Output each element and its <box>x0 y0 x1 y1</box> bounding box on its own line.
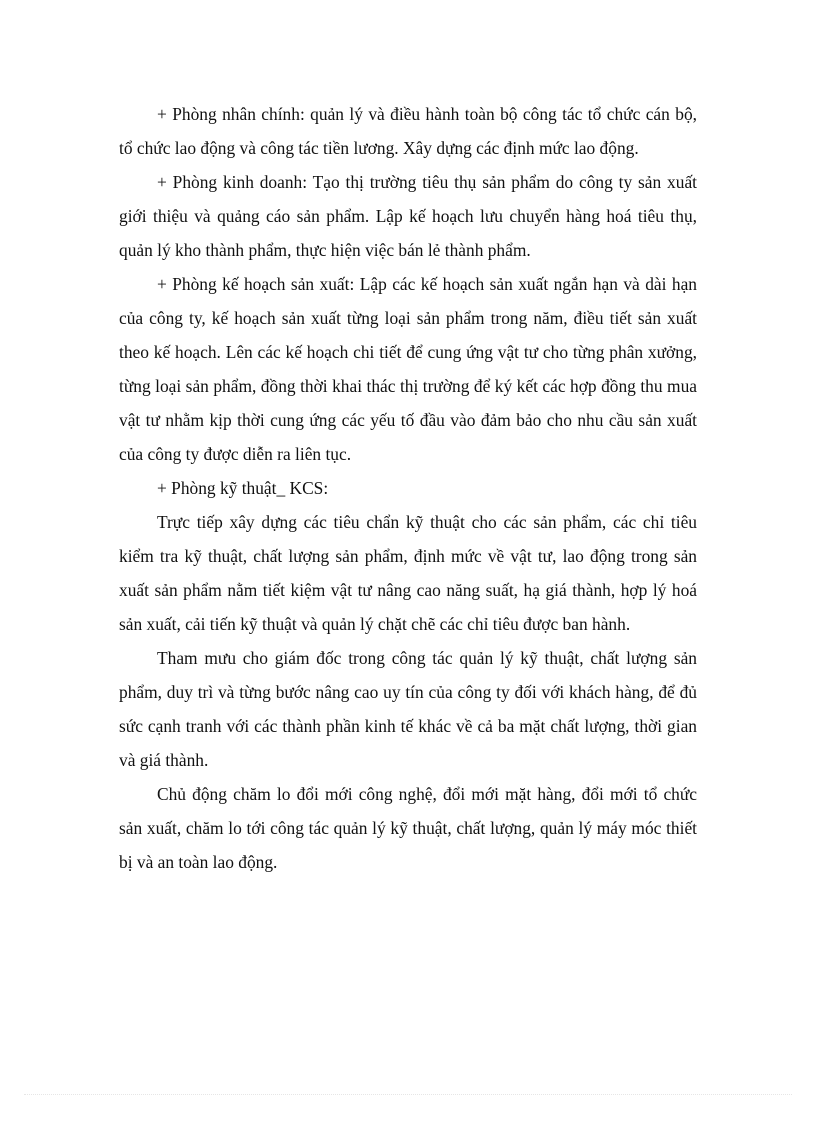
paragraph-phong-ky-thuat-heading: + Phòng kỹ thuật_ KCS: <box>157 478 329 498</box>
paragraph-ky-thuat-nhiem-vu-1: Trực tiếp xây dựng các tiêu chẩn kỹ thuật cho các sản phẩm, các chỉ tiêu kiểm tra kỹ thuật, chất lượng sản phẩm, định mức về vật tư, lao động trong sản xuất sản phẩm nằm tiết kiệm vật tư nâng cao năng suất, hạ giá thành, hợp lý hoá sản xuất, cải tiến kỹ thuật và quản lý chặt chẽ các chỉ tiêu được ban hành. <box>119 512 697 634</box>
paragraph-ky-thuat-nhiem-vu-3: Chủ động chăm lo đổi mới công nghệ, đổi mới mặt hàng, đổi mới tổ chức sản xuất, chăm lo tới công tác quản lý kỹ thuật, chất lượng, quản lý máy móc thiết bị và an toàn lao động. <box>119 784 697 872</box>
page-bottom-divider <box>24 1094 792 1095</box>
document-body <box>119 97 697 879</box>
paragraph-phong-ke-hoach-san-xuat: + Phòng kế hoạch sản xuất: Lập các kế hoạch sản xuất ngắn hạn và dài hạn của công ty, kế hoạch sản xuất từng loại sản phẩm trong năm, điều tiết sản xuất theo kế hoạch. Lên các kế hoạch chi tiết để cung ứng vật tư cho từng phân xưởng, từng loại sản phẩm, đồng thời khai thác thị trường để ký kết các hợp đồng thu mua vật tư nhằm kịp thời cung ứng các yếu tố đầu vào đảm bảo cho nhu cầu sản xuất của công ty được diễn ra liên tục. <box>119 274 697 464</box>
paragraph-ky-thuat-nhiem-vu-2: Tham mưu cho giám đốc trong công tác quản lý kỹ thuật, chất lượng sản phẩm, duy trì và từng bước nâng cao uy tín của công ty đối với khách hàng, để đủ sức cạnh tranh với các thành phần kinh tế khác về cả ba mặt chất lượng, thời gian và giá thành. <box>119 648 697 770</box>
paragraph-phong-nhan-chinh: + Phòng nhân chính: quản lý và điều hành toàn bộ công tác tổ chức cán bộ, tổ chức lao động và công tác tiền lương. Xây dựng các định mức lao động. <box>119 104 697 158</box>
paragraph-phong-kinh-doanh: + Phòng kinh doanh: Tạo thị trường tiêu thụ sản phẩm do công ty sản xuất giới thiệu và quảng cáo sản phẩm. Lập kế hoạch lưu chuyển hàng hoá tiêu thụ, quản lý kho thành phẩm, thực hiện việc bán lẻ thành phẩm. <box>119 172 697 260</box>
